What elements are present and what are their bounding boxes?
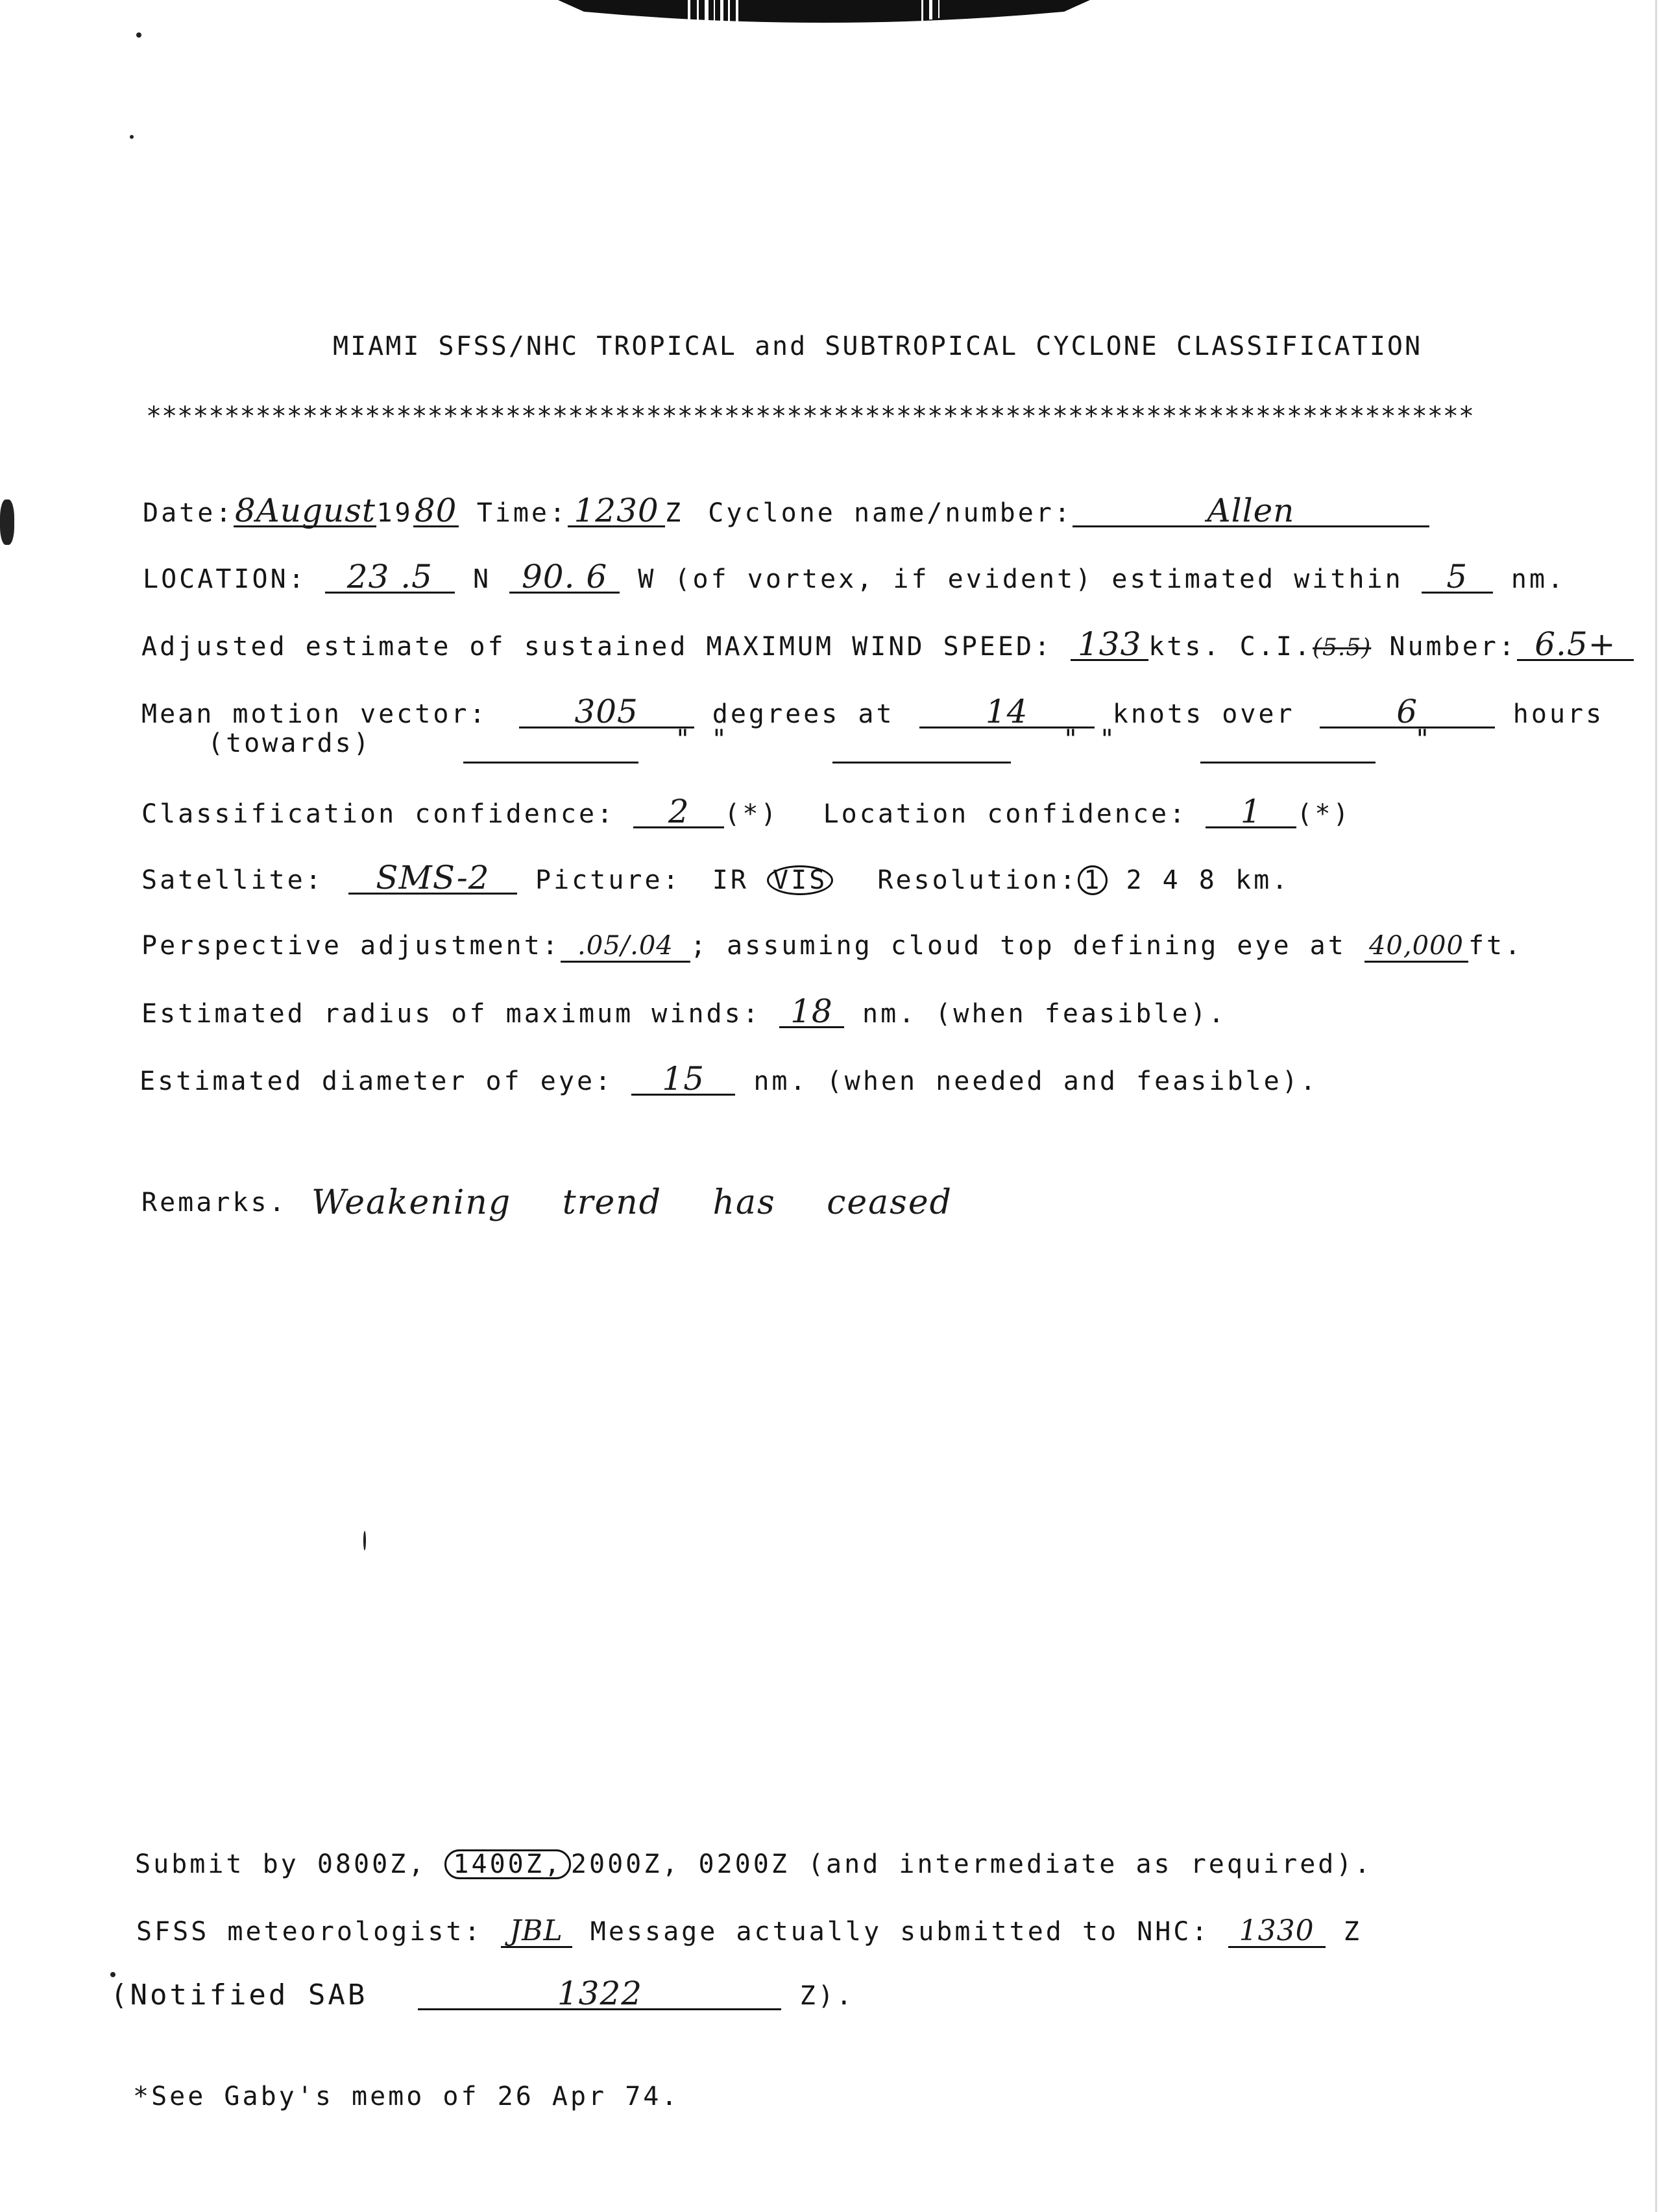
location-text: (of vortex, if evident) estimated within [674,564,1403,594]
year-prefix: 19 [376,498,413,528]
satellite-line [141,859,1291,896]
towards-label: (towards) [208,728,372,758]
ci-number-value: 6.5+ [1517,629,1634,661]
latitude-value: 23 .5 [325,562,455,594]
latitude-dir: N [472,564,492,594]
meteorologist-label: SFSS meteorologist: [136,1917,483,1947]
eye-label: Estimated diameter of eye: [139,1066,614,1096]
form-title: MIAMI SFSS/NHC TROPICAL and SUBTROPICAL CYCLONE CLASSIFICATION [333,331,1423,361]
radius-text: nm. (when feasible). [862,999,1227,1029]
scan-speck [110,1972,115,1977]
footnote: *See Gaby's memo of 26 Apr 74. [133,2082,680,2111]
scan-speck [136,32,141,38]
eye-line [139,1060,1318,1098]
perspective-label: Perspective adjustment: [141,931,561,961]
submit-rest: 2000Z, 0200Z (and intermediate as required). [570,1849,1373,1879]
radius-line [141,992,1227,1030]
submit-prefix: Submit by 0800Z, [135,1849,427,1879]
picture-vis-selected: VIS [767,865,833,895]
class-confidence-value: 2 [633,797,724,828]
meteorologist-initials: JBL [501,1916,572,1948]
location-confidence-value: 1 [1206,797,1296,828]
submit-selected-time: 1400Z, [444,1849,571,1879]
ditto-3: " [1414,725,1433,754]
ditto-1: " " [675,725,730,754]
cyclone-name: Allen [1073,496,1429,527]
date-time-line [143,492,1429,529]
message-time: 1330 [1228,1916,1326,1948]
wind-line [141,625,1634,664]
perspective-text: ; assuming cloud top defining eye at [690,931,1346,961]
sab-line [110,1975,855,2012]
remarks-label: Remarks. [141,1188,287,1218]
class-confidence-star: (*) [724,799,779,829]
perspective-unit: ft. [1468,931,1523,961]
wind-label: Adjusted estimate of sustained MAXIMUM WIND SPEED: [141,632,1053,662]
resolution-unit: km. [1235,865,1291,895]
location-confidence-star: (*) [1296,799,1352,829]
scan-speck [130,135,134,139]
location-line [143,558,1566,595]
cyclone-label: Cyclone name/number: [708,498,1073,528]
motion-blank-1 [463,762,638,763]
submit-line [135,1849,1373,1880]
resolution-label: Resolution: [877,865,1078,895]
wind-speed-value: 133 [1071,629,1148,661]
sab-close: Z). [799,1981,855,2011]
resolution-others: 2 4 8 [1126,865,1217,895]
scan-speck [0,499,14,545]
ditto-2: " " [1063,725,1118,754]
radius-label: Estimated radius of maximum winds: [141,999,761,1029]
satellite-value: SMS-2 [348,863,517,895]
perspective-value: .05/.04 [561,931,690,963]
location-unit: nm. [1510,564,1566,594]
message-suffix: Z [1343,1917,1362,1947]
longitude-dir: W [638,564,657,594]
location-confidence-label: Location confidence: [823,799,1188,829]
resolution-selected: 1 [1078,865,1108,895]
motion-knots-value: 14 [919,697,1095,728]
time-value: 1230 [568,496,665,527]
motion-label: Mean motion vector: [141,699,488,729]
eye-text: nm. (when needed and feasible). [753,1066,1318,1096]
year-suffix: 80 [413,496,459,527]
motion-hours-value: 6 [1320,697,1495,728]
location-label: LOCATION: [143,564,307,594]
location-within-value: 5 [1422,562,1493,594]
sab-open: (Notified SAB [110,1978,368,2012]
motion-blank-3 [1200,762,1376,763]
scan-speck [363,1531,366,1550]
confidence-line [141,793,1352,830]
time-suffix: Z [665,498,684,528]
radius-value: 18 [779,996,844,1028]
meteorologist-line [136,1916,1362,1948]
message-label: Message actually submitted to NHC: [590,1917,1210,1947]
satellite-label: Satellite: [141,865,324,895]
wind-unit: kts. [1148,632,1222,662]
degrees-label: degrees at [712,699,895,729]
longitude-value: 90. 6 [509,562,620,594]
perspective-line [141,930,1523,963]
hours-label: hours [1512,699,1605,729]
knots-label: knots over [1112,699,1295,729]
sab-notified-time: 1322 [418,1978,781,2010]
date-label: Date: [143,498,234,528]
ci-struck-value: (5.5) [1312,634,1372,661]
eye-cloud-height: 40,000 [1364,931,1468,963]
motion-blank-2 [832,762,1011,763]
picture-label: Picture: [535,865,681,895]
scan-edge [1655,0,1657,2212]
motion-degrees-value: 305 [519,697,694,728]
class-confidence-label: Classification confidence: [141,799,616,829]
remarks-value: Weakening trend has ceased [311,1183,952,1222]
picture-ir: IR [712,865,749,895]
time-label: Time: [476,498,568,528]
motion-line [141,693,1605,730]
scan-barcode-artifact [558,0,1090,29]
number-label: Number: [1389,632,1517,662]
eye-diameter-value: 15 [631,1064,735,1096]
date-day-month: 8August [234,492,376,529]
star-separator: ************************************************************************************* [146,402,1474,431]
motion-towards-line [208,728,372,759]
ci-label: C.I. [1239,632,1313,662]
